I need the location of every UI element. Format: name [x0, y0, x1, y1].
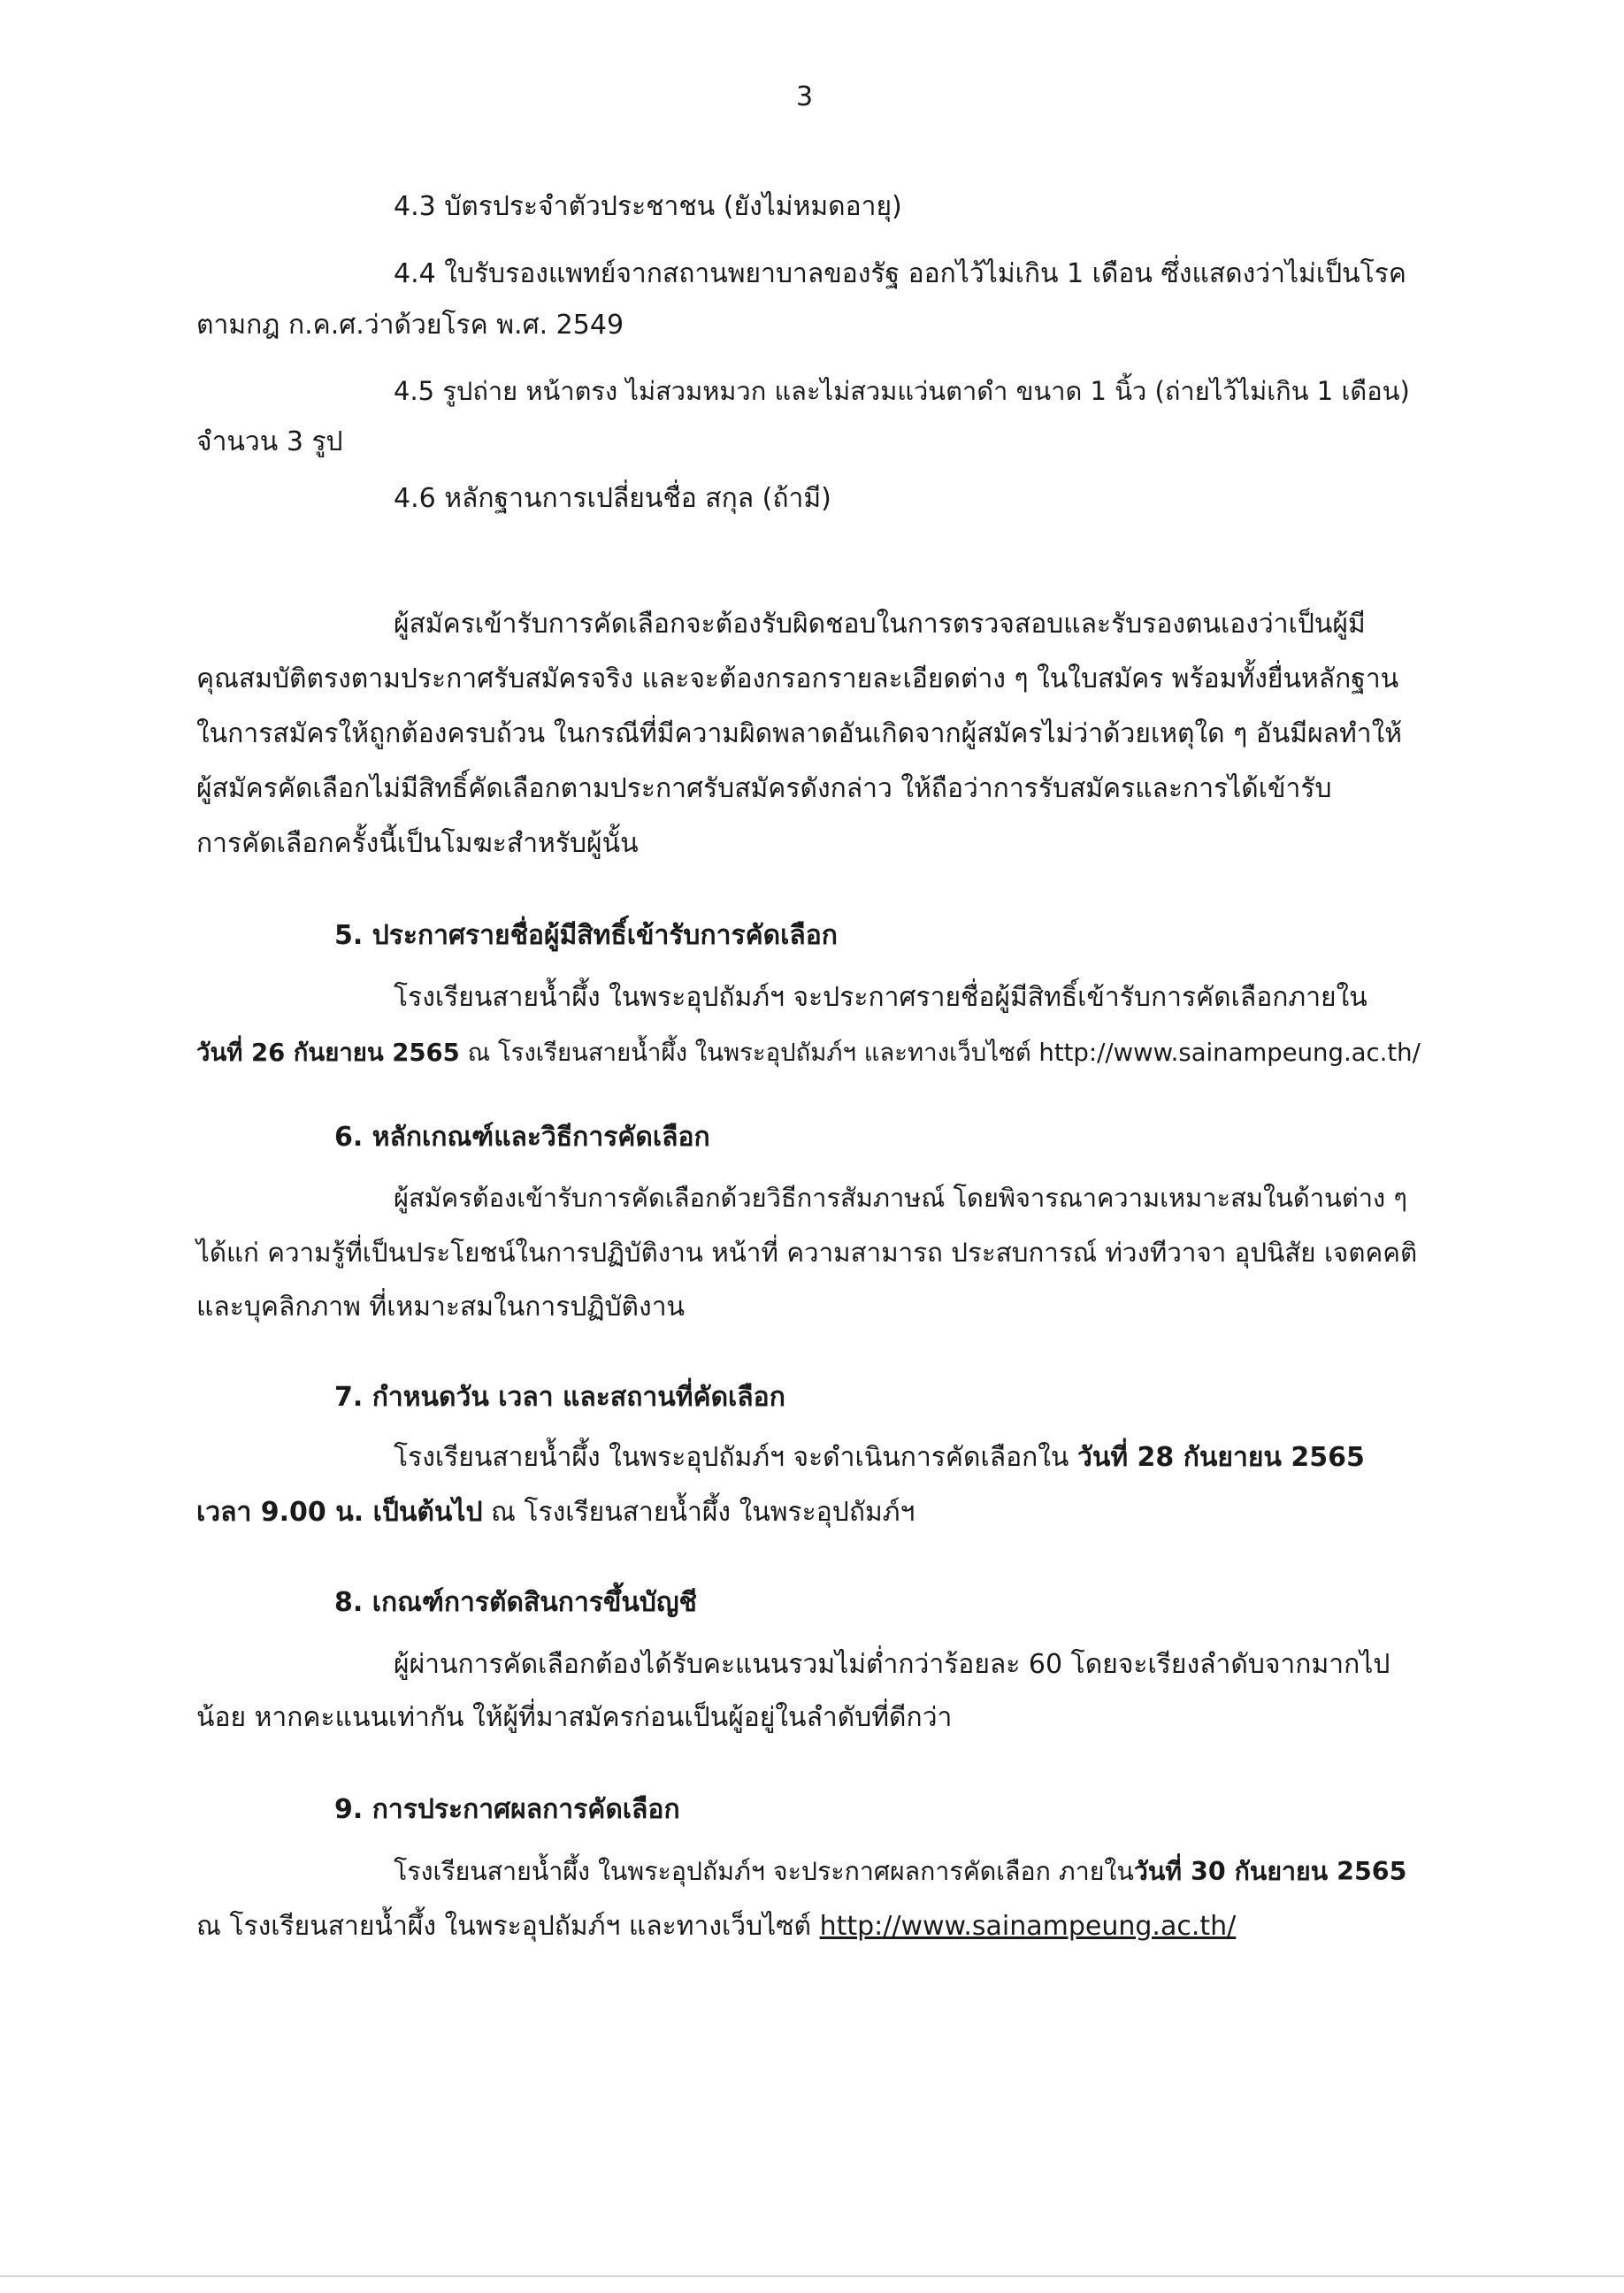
section-6-line: ผู้สมัครต้องเข้ารับการคัดเลือกด้วยวิธีการสัมภาษณ์ โดยพิจารณาความเหมาะสมในด้านต่าง ๆ	[394, 1183, 1407, 1213]
section-7-line2	[196, 1495, 915, 1530]
section-6-heading: 6. หลักเกณฑ์และวิธีการคัดเลือก	[334, 1122, 710, 1153]
doc-item-4-6: 4.6 หลักฐานการเปลี่ยนชื่อ สกุล (ถ้ามี)	[394, 483, 831, 514]
section-5-line2	[196, 1035, 1421, 1070]
section-8-line1: ผู้ผ่านการคัดเลือกต้องได้รับคะแนนรวมไม่ต่ำกว่าร้อยละ 60 โดยจะเรียงลำดับจากมากไป	[394, 1649, 1390, 1680]
responsibility-line: การคัดเลือกครั้งนี้เป็นโมฆะสำหรับผู้นั้น	[196, 828, 639, 859]
responsibility-line: ผู้สมัครคัดเลือกไม่มีสิทธิ์คัดเลือกตามประกาศรับสมัครดังกล่าว ให้ถือว่าการรับสมัครและการได้เข้ารับ	[196, 773, 1332, 804]
responsibility-line: ผู้สมัครเข้ารับการคัดเลือกจะต้องรับผิดชอบในการตรวจสอบและรับรองตนเองว่าเป็นผู้มี	[394, 609, 1366, 640]
page-number: 3	[796, 81, 814, 112]
section-7-time: เวลา 9.00 น. เป็นต้นไป	[196, 1497, 483, 1528]
scan-edge-line	[0, 2275, 1624, 2277]
section-9-heading: 9. การประกาศผลการคัดเลือก	[334, 1794, 680, 1825]
section-9-line2	[196, 1909, 1236, 1944]
section-7-line1-text: โรงเรียนสายน้ำผึ้ง ในพระอุปถัมภ์ฯ จะดำเนินการคัดเลือกใน	[394, 1442, 1077, 1473]
section-5-line1: โรงเรียนสายน้ำผึ้ง ในพระอุปถัมภ์ฯ จะประกาศรายชื่อผู้มีสิทธิ์เข้ารับการคัดเลือกภายใน	[394, 982, 1367, 1013]
section-8-heading: 8. เกณฑ์การตัดสินการขึ้นบัญชี	[334, 1587, 697, 1618]
section-7-line2-text: ณ โรงเรียนสายน้ำผึ้ง ในพระอุปถัมภ์ฯ	[482, 1497, 915, 1528]
section-6-line: และบุคลิกภาพ ที่เหมาะสมในการปฏิบัติงาน	[196, 1292, 686, 1323]
section-6-line: ได้แก่ ความรู้ที่เป็นประโยชน์ในการปฏิบัติงาน หน้าที่ ความสามารถ ประสบการณ์ ท่วงทีวาจา อุปนิสัย เจตคคติ	[196, 1238, 1418, 1268]
section-5-date: วันที่ 26 กันยายน 2565	[196, 1039, 460, 1067]
section-7-heading: 7. กำหนดวัน เวลา และสถานที่คัดเลือก	[334, 1382, 785, 1413]
section-9-line2-text: ณ โรงเรียนสายน้ำผึ้ง ในพระอุปถัมภ์ฯ และทางเว็บไซต์	[196, 1911, 820, 1942]
section-5-line2-text: ณ โรงเรียนสายน้ำผึ้ง ในพระอุปถัมภ์ฯ และทางเว็บไซต์ http://www.sainampeung.ac.th/	[459, 1039, 1421, 1067]
doc-item-4-5-line2: จำนวน 3 รูป	[196, 426, 343, 457]
section-9-date: วันที่ 30 กันยายน 2565	[1133, 1857, 1407, 1886]
section-8-line2: น้อย หากคะแนนเท่ากัน ให้ผู้ที่มาสมัครก่อนเป็นผู้อยู่ในลำดับที่ดีกว่า	[196, 1702, 953, 1733]
responsibility-line: ในการสมัครให้ถูกต้องครบถ้วน ในกรณีที่มีความผิดพลาดอันเกิดจากผู้สมัครไม่ว่าด้วยเหตุใด ๆ อันมีผลทำให้	[196, 718, 1403, 749]
section-9-line1-text: โรงเรียนสายน้ำผึ้ง ในพระอุปถัมภ์ฯ จะประกาศผลการคัดเลือก ภายใน	[394, 1857, 1134, 1886]
responsibility-line: คุณสมบัติตรงตามประกาศรับสมัครจริง และจะต้องกรอกรายละเอียดต่าง ๆ ในใบสมัคร พร้อมทั้งยื่นหลักฐาน	[196, 663, 1399, 694]
section-7-date: วันที่ 28 กันยายน 2565	[1076, 1442, 1365, 1473]
doc-item-4-4-line2: ตามกฎ ก.ค.ศ.ว่าด้วยโรค พ.ศ. 2549	[196, 310, 624, 341]
doc-item-4-4-line1: 4.4 ใบรับรองแพทย์จากสถานพยาบาลของรัฐ ออกไว้ไม่เกิน 1 เดือน ซึ่งแสดงว่าไม่เป็นโรค	[394, 258, 1406, 289]
section-7-line1	[394, 1440, 1365, 1476]
doc-item-4-3: 4.3 บัตรประจำตัวประชาชน (ยังไม่หมดอายุ)	[394, 191, 902, 222]
section-5-heading: 5. ประกาศรายชื่อผู้มีสิทธิ์เข้ารับการคัดเลือก	[334, 920, 838, 951]
website-link[interactable]: http://www.sainampeung.ac.th/	[819, 1911, 1237, 1942]
doc-item-4-5-line1: 4.5 รูปถ่าย หน้าตรง ไม่สวมหมวก และไม่สวมแว่นตาดำ ขนาด 1 นิ้ว (ถ่ายไว้ไม่เกิน 1 เดือน)	[394, 376, 1410, 406]
section-9-line1	[394, 1854, 1406, 1890]
